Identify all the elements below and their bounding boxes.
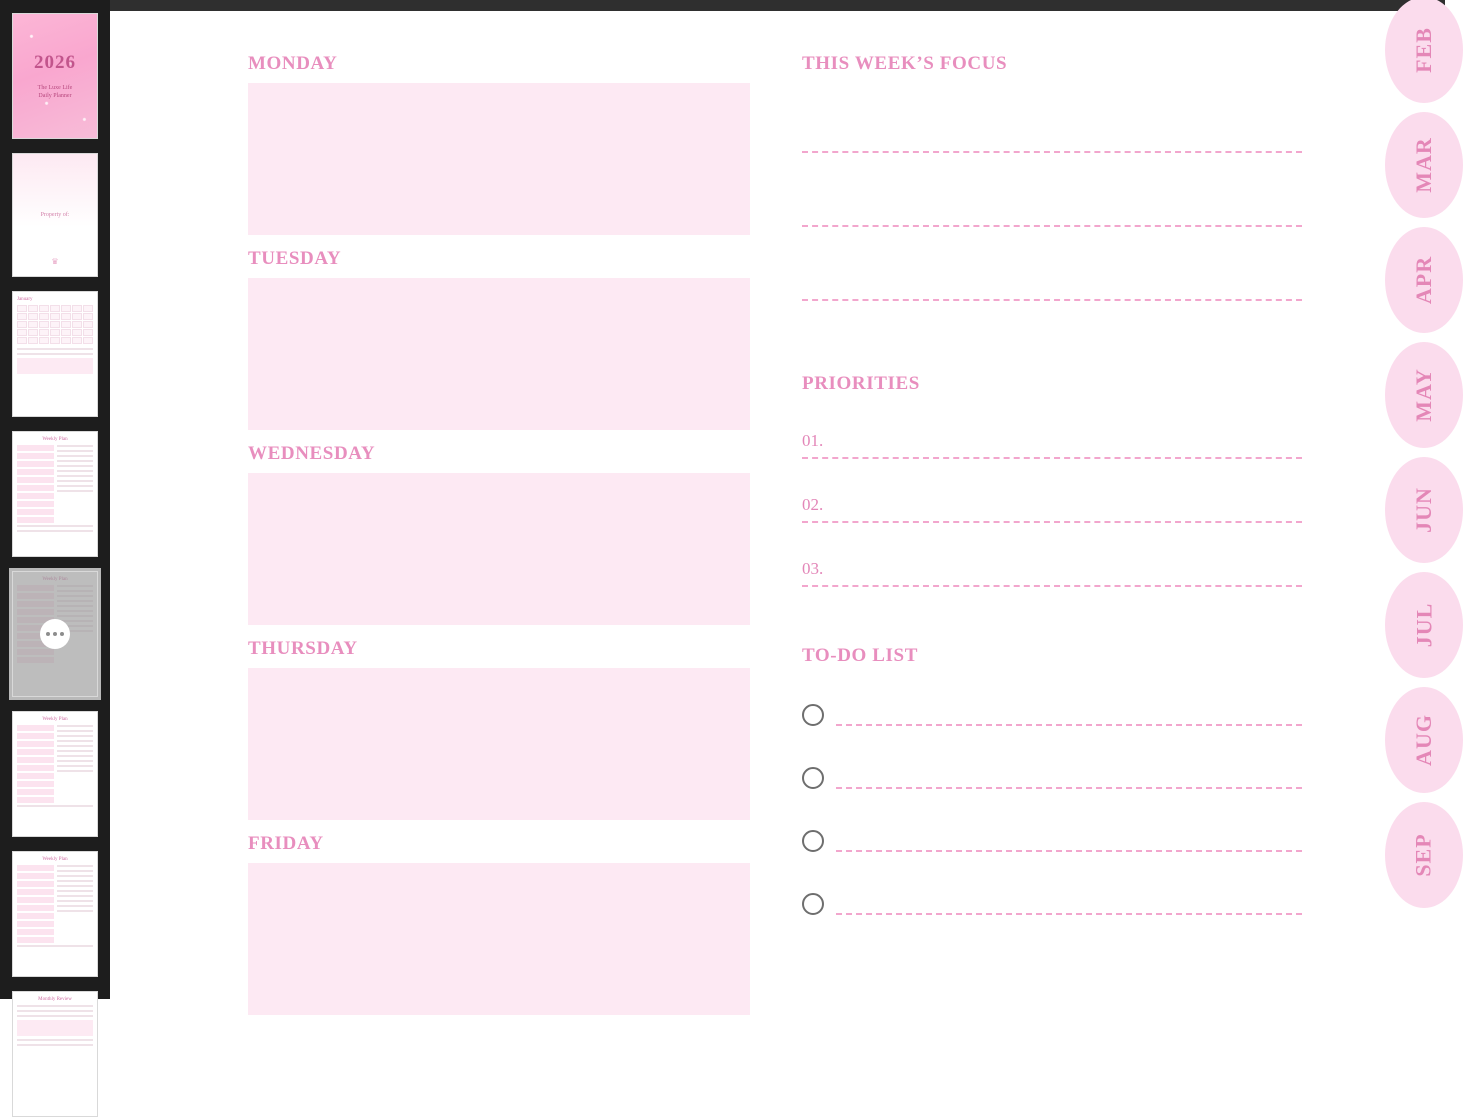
cover-subtitle-line2: Daily Planner <box>38 93 72 99</box>
weekly-mini-title: Weekly Plan <box>42 577 68 582</box>
weekly-plan-page <box>110 11 1445 999</box>
calendar-mini-grid <box>17 305 93 344</box>
day-block-monday <box>248 53 750 235</box>
weekly-mini <box>13 852 97 976</box>
day-block-tuesday <box>248 248 750 430</box>
priority-input-1[interactable] <box>802 457 1302 459</box>
thumbnail-cover[interactable] <box>12 13 98 139</box>
crown-icon: ♛ <box>51 257 59 266</box>
page-thumbnail-rail[interactable] <box>0 0 110 1002</box>
priorities-section <box>802 373 1302 587</box>
thumbnail-weekly-plan-3[interactable] <box>12 711 98 837</box>
weekly-mini-title: Weekly Plan <box>42 857 68 862</box>
todo-row-4 <box>802 893 1302 919</box>
cover-subtitle-line1: The Luxe Life <box>37 85 73 91</box>
todo-input-3[interactable] <box>836 850 1302 852</box>
todo-section <box>802 645 1302 919</box>
section-title-todo: TO-DO LIST <box>802 645 918 666</box>
checkbox-icon[interactable] <box>802 767 824 789</box>
month-tab-sep[interactable]: SEP <box>1385 802 1463 908</box>
focus-line-1[interactable] <box>802 151 1302 153</box>
priority-input-3[interactable] <box>802 585 1302 587</box>
checkbox-icon[interactable] <box>802 893 824 915</box>
day-input-tuesday[interactable] <box>248 278 750 430</box>
window-top-bar <box>0 0 1445 11</box>
month-tab-jul[interactable]: JUL <box>1385 572 1463 678</box>
day-input-friday[interactable] <box>248 863 750 1015</box>
day-block-friday <box>248 833 750 1015</box>
checkbox-icon[interactable] <box>802 704 824 726</box>
thumbnail-january-calendar[interactable] <box>12 291 98 417</box>
thumbnail-weekly-plan-2-selected[interactable] <box>12 571 98 697</box>
focus-lines <box>802 151 1302 301</box>
weekly-mini <box>13 712 97 836</box>
calendar-mini-title: January <box>17 297 33 302</box>
loading-spinner-icon <box>40 619 70 649</box>
day-input-thursday[interactable] <box>248 668 750 820</box>
todo-input-2[interactable] <box>836 787 1302 789</box>
month-tab-may[interactable]: MAY <box>1385 342 1463 448</box>
checkbox-icon[interactable] <box>802 830 824 852</box>
month-tab-apr[interactable]: APR <box>1385 227 1463 333</box>
weekly-mini-title: Weekly Plan <box>42 717 68 722</box>
cover-year: 2026 <box>34 52 76 73</box>
monthly-mini <box>13 992 97 1116</box>
section-title-priorities: PRIORITIES <box>802 373 920 394</box>
day-input-monday[interactable] <box>248 83 750 235</box>
weekly-mini-title: Weekly Plan <box>42 437 68 442</box>
day-label-friday: FRIDAY <box>248 833 324 854</box>
thumbnail-monthly-review[interactable] <box>12 991 98 1117</box>
section-title-focus: THIS WEEK’S FOCUS <box>802 53 1008 74</box>
todo-row-2 <box>802 767 1302 793</box>
todo-row-1 <box>802 704 1302 730</box>
month-tab-jun[interactable]: JUN <box>1385 457 1463 563</box>
focus-line-2[interactable] <box>802 225 1302 227</box>
weekday-column <box>248 53 750 1028</box>
day-label-monday: MONDAY <box>248 53 338 74</box>
right-column <box>802 53 1302 919</box>
priority-input-2[interactable] <box>802 521 1302 523</box>
month-tab-aug[interactable]: AUG <box>1385 687 1463 793</box>
todo-input-1[interactable] <box>836 724 1302 726</box>
todo-row-3 <box>802 830 1302 856</box>
day-block-wednesday <box>248 443 750 625</box>
thumbnail-weekly-plan-4[interactable] <box>12 851 98 977</box>
priority-number-2: 02. <box>802 495 824 514</box>
property-of-label: Property of: <box>40 212 70 218</box>
monthly-mini-title: Monthly Review <box>38 997 72 1002</box>
priority-row-3 <box>802 559 1302 587</box>
priority-number-3: 03. <box>802 559 824 578</box>
todo-input-4[interactable] <box>836 913 1302 915</box>
thumbnail-weekly-plan-1[interactable] <box>12 431 98 557</box>
day-label-thursday: THURSDAY <box>248 638 358 659</box>
priority-row-1 <box>802 431 1302 459</box>
focus-line-3[interactable] <box>802 299 1302 301</box>
day-label-tuesday: TUESDAY <box>248 248 342 269</box>
thumbnail-property-of[interactable] <box>12 153 98 277</box>
month-tab-mar[interactable]: MAR <box>1385 112 1463 218</box>
month-tab-feb[interactable]: FEB <box>1385 0 1463 103</box>
cover-art <box>13 14 97 138</box>
property-of-art <box>13 154 97 276</box>
calendar-mini <box>13 292 97 416</box>
day-block-thursday <box>248 638 750 820</box>
day-label-wednesday: WEDNESDAY <box>248 443 376 464</box>
month-tab-strip[interactable] <box>1375 11 1445 999</box>
priority-row-2 <box>802 495 1302 523</box>
weekly-mini <box>13 432 97 556</box>
day-input-wednesday[interactable] <box>248 473 750 625</box>
priority-number-1: 01. <box>802 431 824 450</box>
